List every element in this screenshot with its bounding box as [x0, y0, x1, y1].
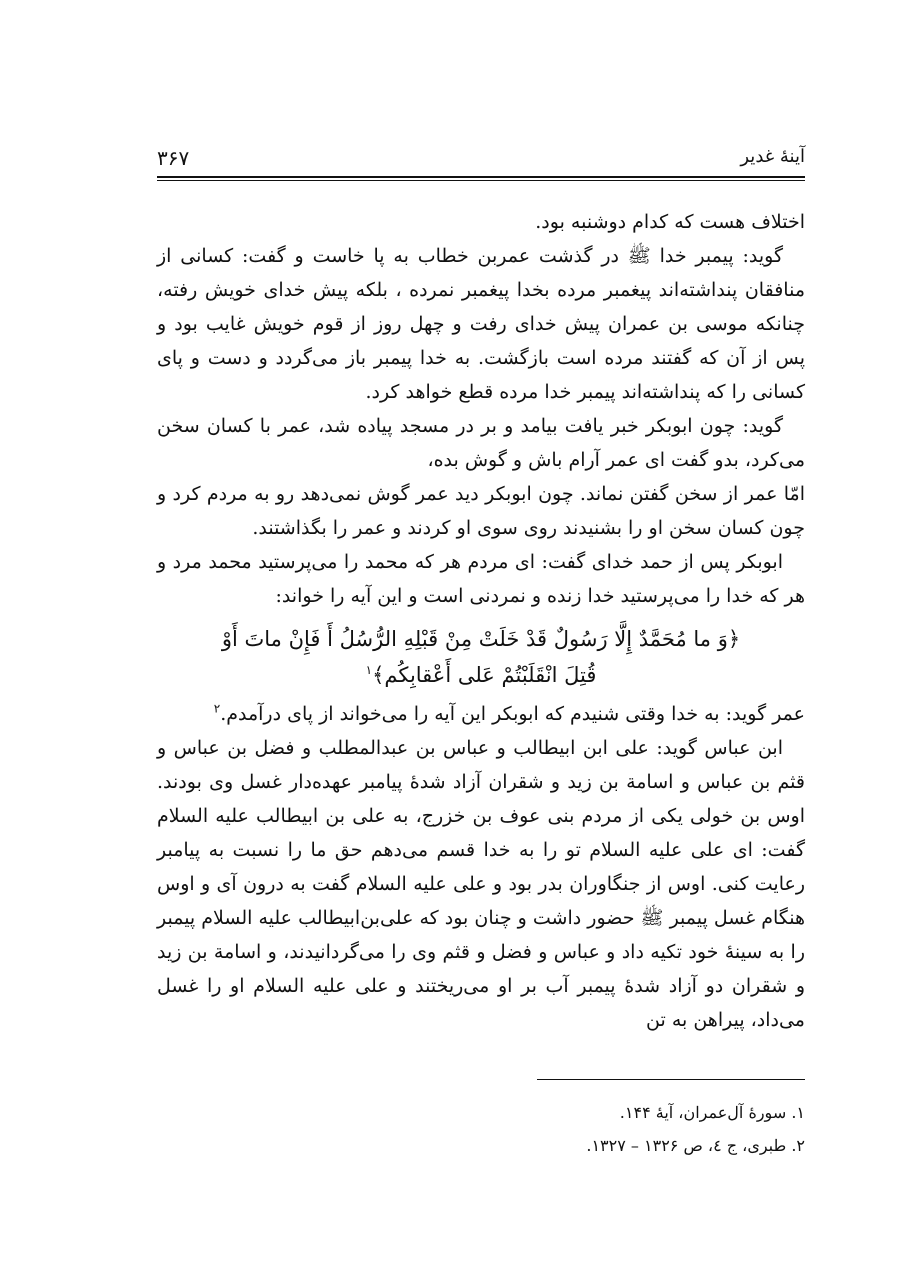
footnote-ref: ۱ [365, 663, 373, 677]
paragraph: عمر گوید: به خدا وقتی شنیدم که ابوبکر این آیه را می‌خواند از پای درآمدم. [220, 703, 805, 725]
verse-line: ﴿وَ ما مُحَمَّدٌ إِلَّا رَسُولٌ قَدْ خَلَتْ مِنْ قَبْلِهِ الرُّسُلُ أَ فَإِنْ ماتَ أَوْ [221, 627, 741, 651]
footnote-separator [537, 1079, 805, 1080]
paragraph: گوید: پیمبر خدا ﷺ در گذشت عمربن خطاب به پا خاست و گفت: کسانی از منافقان پنداشته‌اند پیغمبر مرده بخدا پیغمبر نمرده ، بلکه پیش خدای خویش رفته، چنانکه موسی بن عمران پیش خدای رفت و چهل روز از قوم خویش غایب بود و پس از آن که گفتند مرده است بازگشت. به خدا پیمبر باز می‌گردد و دست و پای کسانی را که پنداشته‌اند پیمبر خدا مرده قطع خواهد کرد. [157, 245, 805, 403]
body-text [157, 205, 805, 1037]
header-rule-thin [157, 180, 805, 181]
footnote: ۱. سورهٔ آل‌عمران، آیهٔ ۱۴۴. [619, 1103, 805, 1122]
paragraph: گوید: چون ابوبکر خبر یافت بیامد و بر در مسجد پیاده شد، عمر با کسان سخن می‌کرد، بدو گفت ای عمر آرام باش و گوش بده، [157, 415, 805, 471]
footnote: ۲. طبری، ج ٤، ص ۱۳۲۶ – ۱۳۲۷. [586, 1136, 805, 1155]
paragraph: اختلاف هست که کدام دوشنبه بود. [535, 211, 805, 233]
header-rule-thick [157, 176, 805, 178]
book-title: آینهٔ غدیر [740, 146, 805, 167]
footnote-ref: ۲ [213, 701, 221, 716]
paragraph: ابوبکر پس از حمد خدای گفت: ای مردم هر که محمد را می‌پرستید محمد مرد و هر که خدا را می‌پرستید خدا زنده و نمردنی است و این آیه را خواند: [157, 551, 805, 607]
quran-verse [187, 621, 775, 693]
page-number: ۳۶۷ [157, 146, 190, 170]
paragraph: امّا عمر از سخن گفتن نماند. چون ابوبکر دید عمر گوش نمی‌دهد رو به مردم کرد و چون کسان سخن او را بشنیدند روی سوی او کردند و عمر را بگذاشتند. [157, 483, 805, 539]
footnotes [157, 1096, 805, 1162]
paragraph: ابن عباس گوید: علی ابن ابیطالب و عباس بن عبدالمطلب و فضل بن عباس و قثم بن عباس و اسامة بن زید و شقران آزاد شدهٔ پیامبر عهده‌دار غسل وی بودند. اوس بن خولی یکی از مردم بنی عوف بن خزرج، به علی بن ابیطالب علیه السلام گفت: ای علی علیه السلام تو را به خدا قسم می‌دهم حق ما را نسبت به پیامبر رعایت کنی. اوس از جنگاوران بدر بود و علی علیه السلام گفت به درون آی و اوس هنگام غسل پیمبر ﷺ حضور داشت و چنان بود که علی‌بن‌ابیطالب علیه السلام پیمبر را به سینهٔ خود تکیه داد و عباس و فضل و قثم وی را می‌گردانیدند، و اسامة بن زید و شقران دو آزاد شدهٔ پیمبر آب بر او می‌ریختند و علی علیه السلام او را غسل می‌داد، پیراهن به تن [157, 737, 805, 1031]
verse-line: قُتِلَ انْقَلَبْتُمْ عَلی أَعْقابِکُم﴾ [372, 663, 597, 687]
running-header [157, 146, 805, 176]
